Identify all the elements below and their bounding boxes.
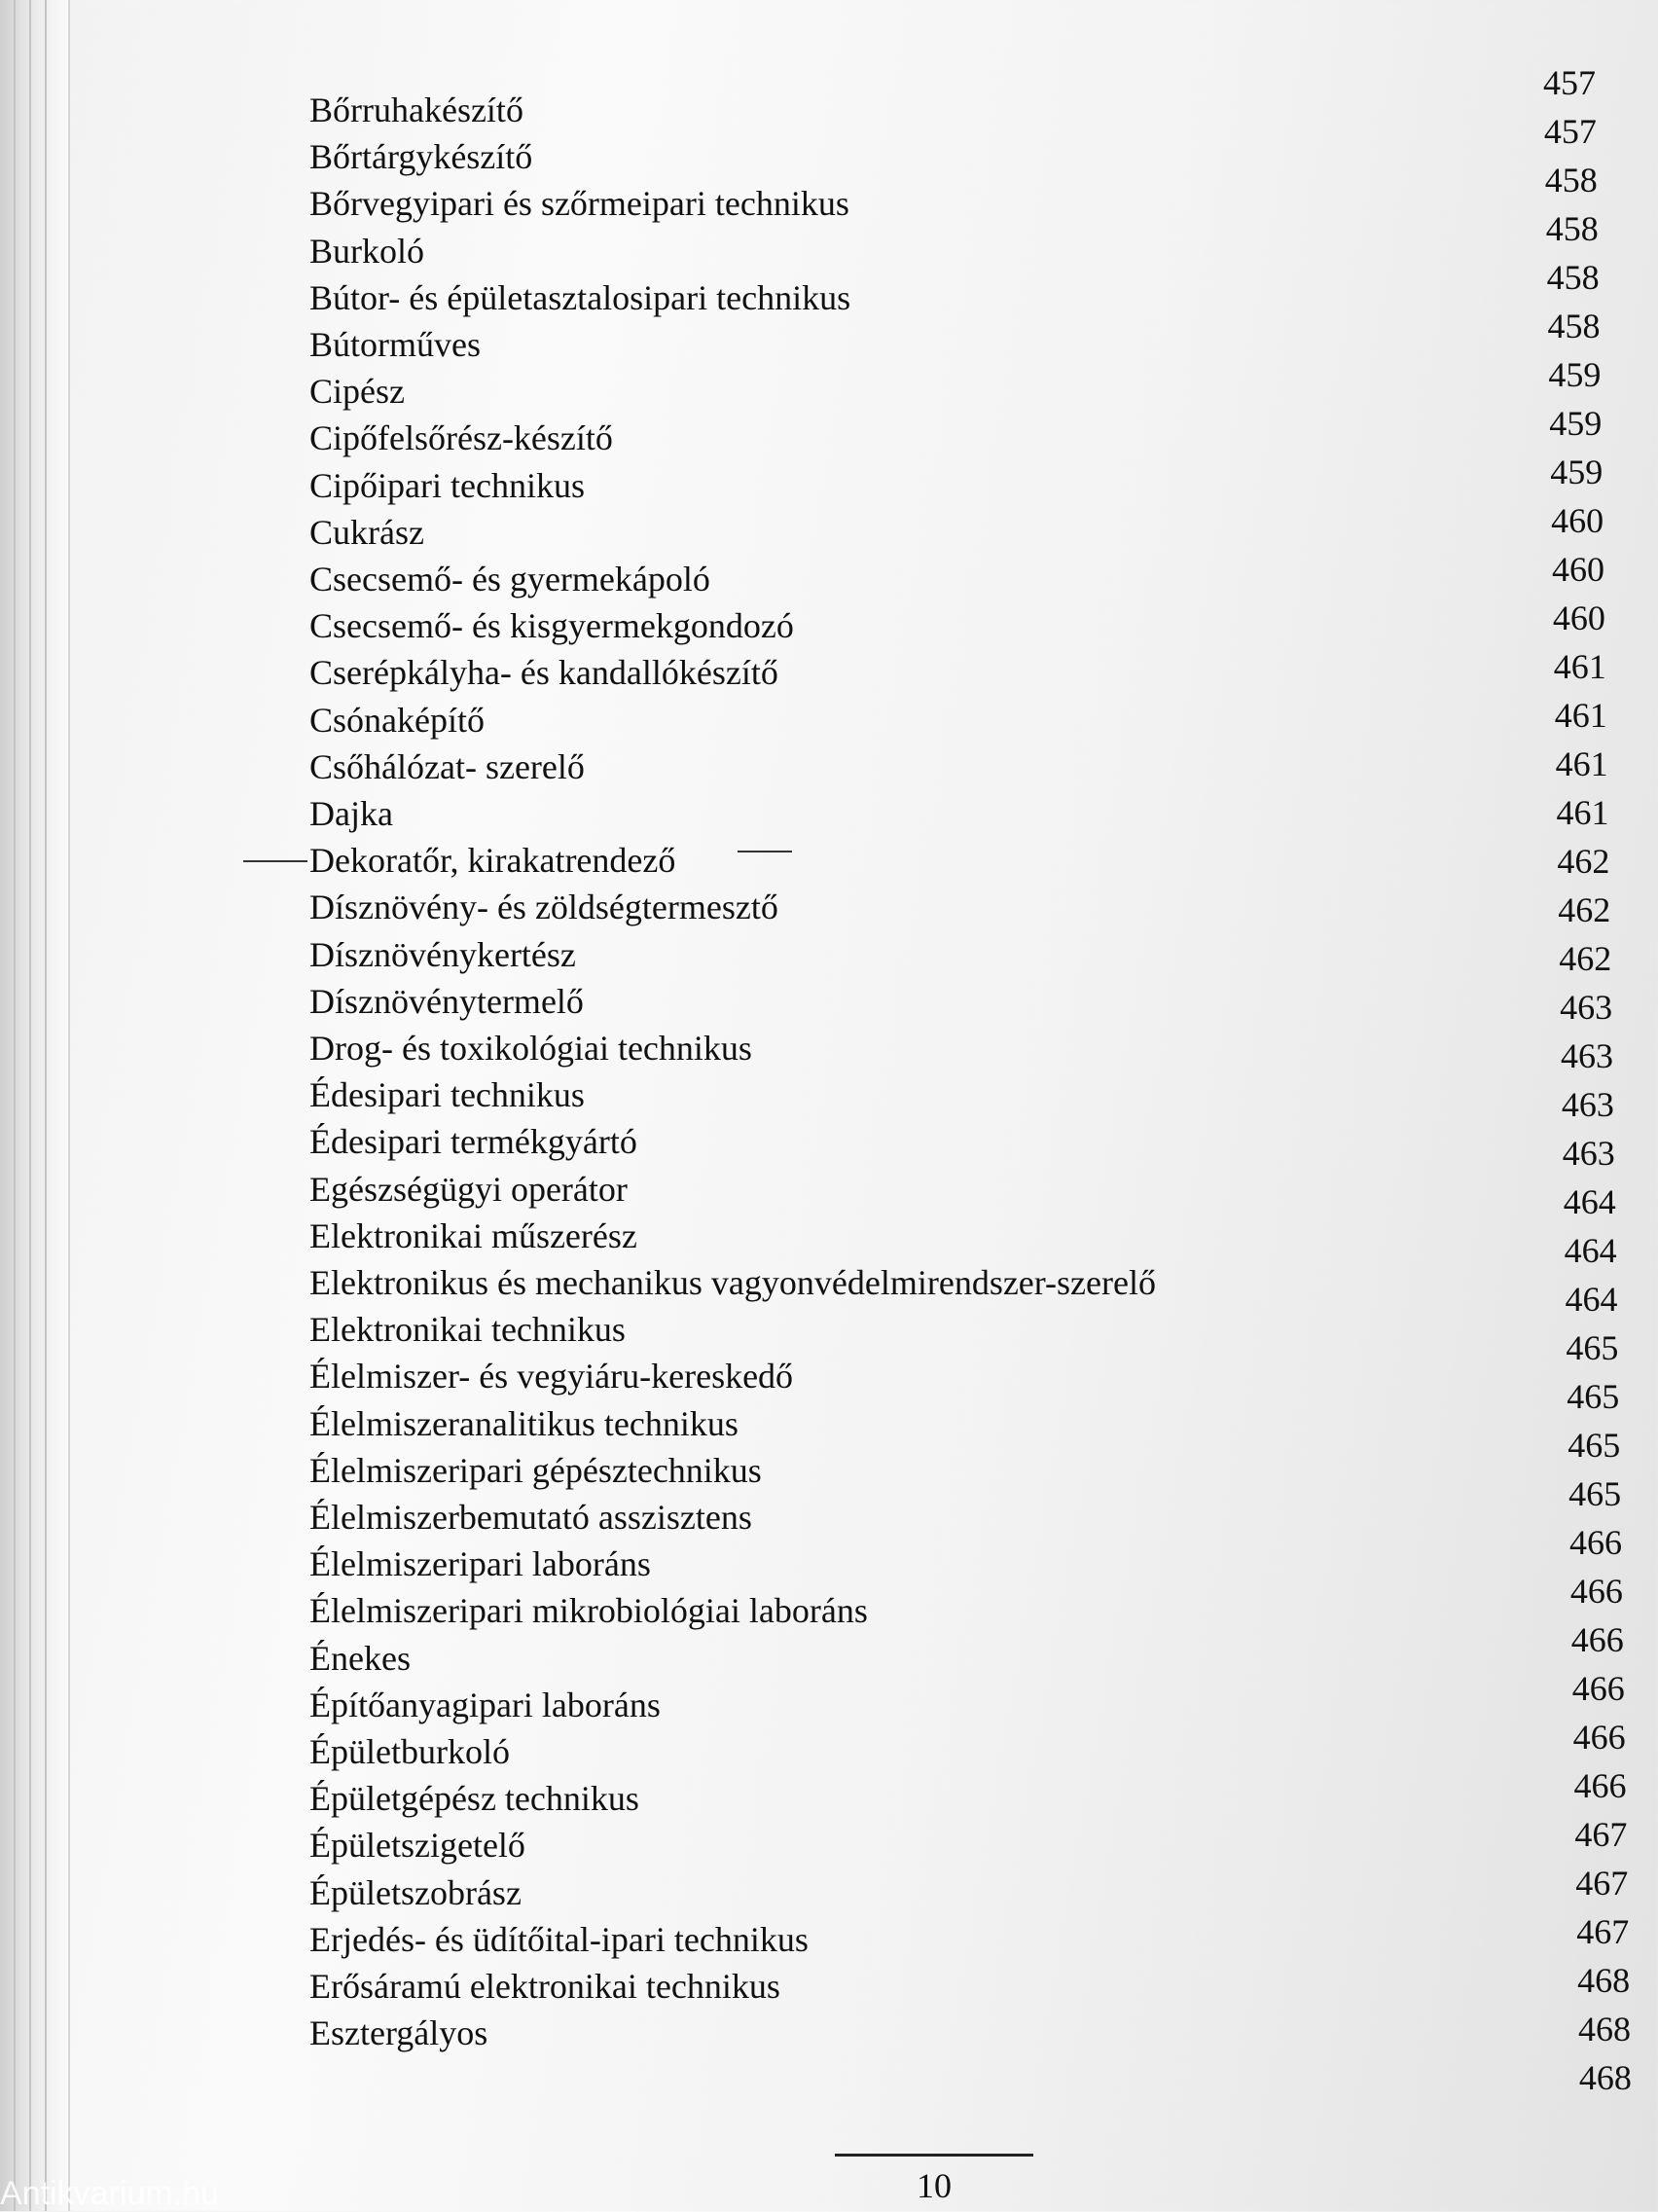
toc-entry-page: 466: [1573, 1766, 1627, 1805]
pen-mark-right: [738, 851, 792, 852]
toc-entry-title: Bőrtárgykészítő: [309, 137, 533, 177]
toc-entry-title: Dísznövény- és zöldségtermesztő: [309, 888, 778, 927]
footer-rule: [835, 2154, 1033, 2157]
toc-entry-title: Bőrruhakészítő: [309, 91, 523, 129]
toc-entry-page: 459: [1549, 404, 1603, 443]
toc-entry-title: Élelmiszeripari gépésztechnikus: [309, 1450, 762, 1490]
toc-entry-page: 460: [1551, 501, 1604, 540]
toc-entry-page: 457: [1543, 63, 1596, 102]
toc-entry-page: 461: [1554, 696, 1607, 735]
toc-entry-page: 463: [1561, 1085, 1614, 1124]
toc-entry-title: Élelmiszeripari mikrobiológiai laboráns: [309, 1591, 868, 1631]
toc-entry-title: Cipőipari technikus: [309, 465, 585, 505]
watermark: Antikvarium.hu: [0, 2175, 219, 2212]
toc-entry-title: Esztergályos: [309, 2013, 488, 2053]
toc-entry-title: Dísznövénykertész: [309, 934, 576, 974]
toc-entry-page: 458: [1544, 161, 1598, 199]
toc-entry-page: 468: [1578, 2010, 1631, 2049]
toc-entry-title: Elektronikai műszerész: [309, 1215, 637, 1255]
toc-entry-title: Cipőfelsőrész-készítő: [309, 418, 613, 458]
toc-entry-page: 463: [1560, 988, 1613, 1027]
toc-entry-page: 462: [1558, 890, 1611, 929]
toc-entry-page: 458: [1547, 307, 1601, 345]
toc-entry-page: 459: [1550, 453, 1604, 491]
toc-entry-title: Édesipari termékgyártó: [309, 1122, 637, 1162]
toc-entry-page: 460: [1552, 550, 1604, 589]
toc-entry-page: 466: [1569, 1523, 1622, 1562]
toc-entry-page: 467: [1575, 1864, 1629, 1903]
toc-entry-page: 464: [1564, 1231, 1617, 1270]
toc-entry-title: Énekes: [309, 1638, 411, 1678]
toc-entry-title: Építőanyagipari laboráns: [309, 1685, 661, 1724]
toc-entry-title: Élelmiszerbemutató asszisztens: [309, 1498, 752, 1537]
toc-entry-page: 467: [1574, 1815, 1628, 1854]
toc-entry-page: 459: [1548, 355, 1602, 394]
toc-entry-page: 464: [1565, 1280, 1618, 1319]
toc-entry-title: Épületszobrász: [309, 1872, 522, 1912]
toc-entry-page: 457: [1543, 112, 1597, 151]
toc-entry-page: 461: [1555, 744, 1608, 783]
toc-entry-title: Élelmiszeripari laboráns: [309, 1544, 651, 1584]
page-number: 10: [917, 2166, 952, 2205]
toc-entry-title: Élelmiszer- és vegyiáru-kereskedő: [309, 1357, 794, 1396]
toc-entry-page: 460: [1552, 598, 1605, 637]
toc-entry-page: 466: [1572, 1718, 1626, 1757]
toc-entry-page: 462: [1559, 939, 1612, 978]
toc-entry-title: Dajka: [309, 794, 393, 833]
toc-entry-title: Bőrvegyipari és szőrmeipari technikus: [309, 184, 849, 224]
toc-entry-title: Épületszigetelő: [309, 1826, 525, 1866]
toc-entry-title: Dekoratőr, kirakatrendező: [309, 841, 676, 881]
toc-entry-page: 461: [1553, 647, 1606, 686]
toc-entry-page: 465: [1567, 1377, 1620, 1416]
toc-entry-page: 468: [1578, 2058, 1632, 2097]
toc-entry-title: Épületgépész technikus: [309, 1779, 639, 1819]
toc-entry-page: 463: [1562, 1134, 1615, 1173]
toc-entry-page: 458: [1545, 209, 1599, 248]
toc-entry-title: Drog- és toxikológiai technikus: [309, 1029, 752, 1068]
toc-entry-title: Burkoló: [309, 231, 425, 271]
toc-entry-title: Édesipari technikus: [309, 1075, 585, 1115]
toc-entry-page: 465: [1566, 1328, 1619, 1367]
toc-entry-title: Egészségügyi operátor: [309, 1169, 628, 1209]
toc-entry-title: Bútor- és épületasztalosipari technikus: [309, 277, 851, 317]
toc-entry-title: Erősáramú elektronikai technikus: [309, 1967, 780, 2006]
toc-entry-title: Elektronikai technikus: [309, 1310, 626, 1350]
toc-entry-title: Dísznövénytermelő: [309, 981, 584, 1021]
toc-entry-title: Csónaképítő: [309, 700, 485, 740]
toc-entry-page: 466: [1571, 1669, 1625, 1708]
toc-entry-title: Csecsemő- és gyermekápoló: [309, 560, 710, 598]
toc-entry-title: Csőhálózat- szerelő: [309, 746, 585, 786]
pen-mark-left: [243, 860, 307, 862]
toc-entry-title: Épületburkoló: [309, 1732, 510, 1771]
toc-entry-title: Cserépkályha- és kandallókészítő: [309, 653, 778, 693]
toc-entry-page: 466: [1570, 1620, 1624, 1659]
toc-entry-title: Elektronikus és mechanikus vagyonvédelmirendszer-szerelő: [309, 1263, 1156, 1302]
toc-entry-page: 462: [1557, 842, 1610, 881]
toc-entry-page: 465: [1568, 1426, 1621, 1465]
toc-entry-title: Cukrász: [309, 512, 424, 552]
toc-entry-page: 466: [1569, 1572, 1623, 1611]
toc-entry-page: 463: [1561, 1036, 1613, 1075]
toc-entry-page: 461: [1556, 793, 1609, 832]
toc-entry-title: Csecsemő- és kisgyermekgondozó: [309, 606, 794, 646]
toc-entry-page: 468: [1577, 1961, 1631, 2000]
toc-entry-title: Cipész: [309, 372, 405, 412]
toc-entry-title: Bútorműves: [309, 325, 481, 364]
toc-entry-page: 458: [1546, 258, 1600, 297]
toc-entry-page: 467: [1576, 1912, 1630, 1951]
toc-entry-title: Élelmiszeranalitikus technikus: [309, 1403, 739, 1443]
toc-entry-title: Erjedés- és üdítőital-ipari technikus: [309, 1919, 809, 1959]
toc-entry-page: 464: [1563, 1182, 1616, 1221]
toc-entry-page: 465: [1568, 1474, 1622, 1513]
